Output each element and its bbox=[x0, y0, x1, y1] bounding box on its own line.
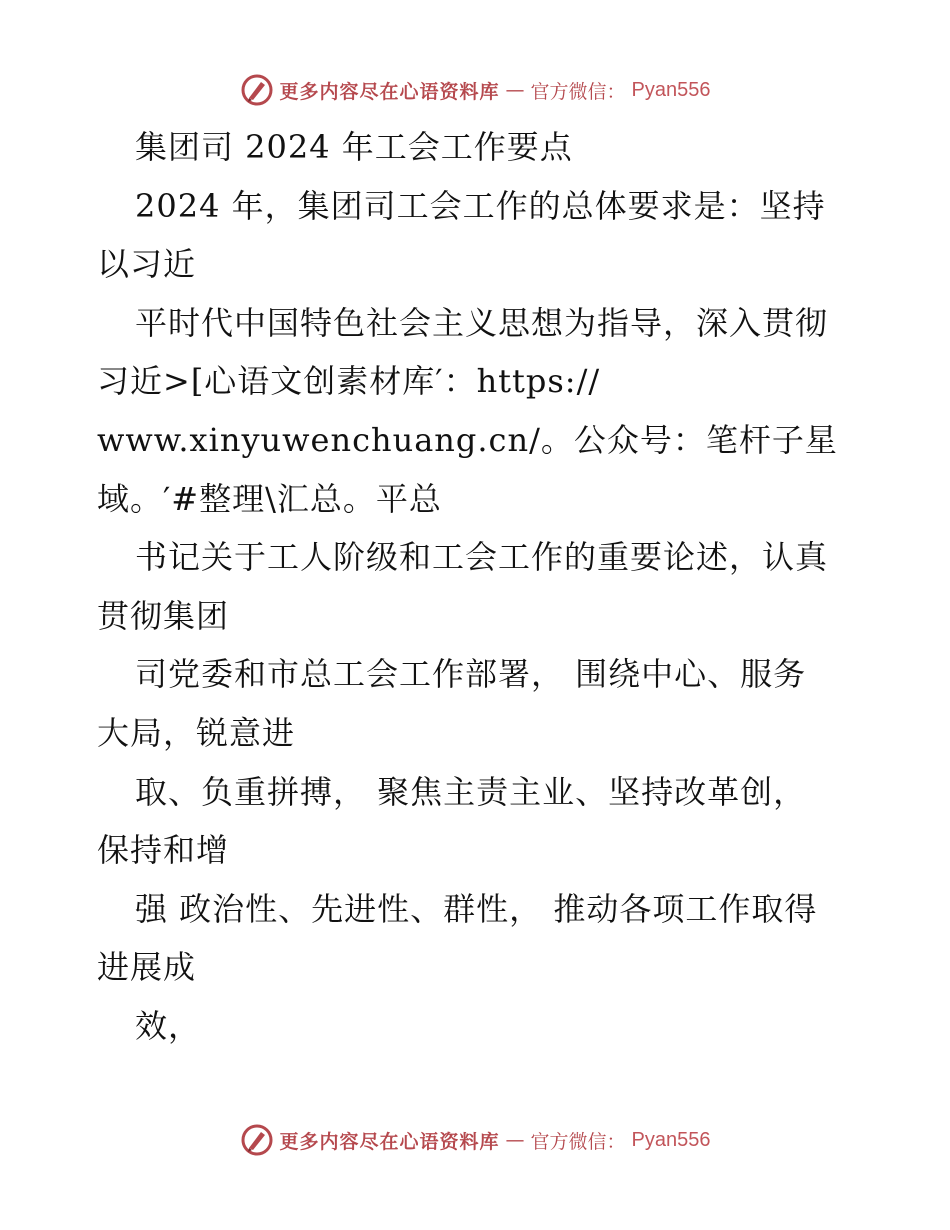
document-title: 集团司 2024 年工会工作要点 bbox=[135, 128, 573, 166]
paragraph-line: 平时代中国特色社会主义思想为指导，深入贯彻 bbox=[135, 303, 829, 342]
banner-wechat-id: Pyan556 bbox=[631, 78, 711, 101]
banner-promo-text: 更多内容尽在心语资料库 bbox=[279, 1130, 500, 1153]
paragraph-line: 域。′#整理\汇总。平总 bbox=[97, 479, 442, 518]
paragraph-line: 取、负重拼搏， 聚焦主责主业、坚持改革创， bbox=[135, 772, 807, 811]
banner-wechat-label: 官方微信： bbox=[530, 1130, 626, 1153]
paragraph-line: 2024 年，集团司工会工作的总体要求是：坚持 bbox=[135, 186, 826, 225]
banner-promo-text: 更多内容尽在心语资料库 bbox=[279, 80, 500, 103]
paragraph-line: 司党委和市总工会工作部署， 围绕中心、服务 bbox=[135, 655, 807, 694]
footer-banner bbox=[0, 1120, 950, 1160]
paragraph-line: 以习近 bbox=[97, 245, 197, 284]
banner-wechat-label: 官方微信： bbox=[530, 80, 626, 103]
paragraph-line: 大局，锐意进 bbox=[97, 713, 296, 752]
paragraph-line: 效， bbox=[135, 1006, 202, 1045]
pen-logo-icon bbox=[240, 73, 274, 107]
header-banner bbox=[0, 70, 950, 110]
paragraph-line: 贯彻集团 bbox=[97, 596, 230, 635]
paragraph-line: 保持和增 bbox=[97, 831, 230, 870]
pen-logo-icon bbox=[240, 1123, 274, 1157]
paragraph-line: 习近>[心语文创素材库′：https:// bbox=[97, 362, 601, 401]
banner-separator: — bbox=[505, 79, 525, 101]
paragraph-line: 书记关于工人阶级和工会工作的重要论述，认真 bbox=[135, 538, 829, 577]
paragraph-line: www.xinyuwenchuang.cn/。公众号：笔杆子星 bbox=[97, 420, 838, 459]
banner-wechat-id: Pyan556 bbox=[631, 1128, 711, 1151]
document-body bbox=[97, 118, 857, 1056]
banner-separator: — bbox=[505, 1129, 525, 1151]
paragraph-line: 进展成 bbox=[97, 948, 197, 987]
paragraph-line: 强 政治性、先进性、群性， 推动各项工作取得 bbox=[135, 889, 818, 928]
